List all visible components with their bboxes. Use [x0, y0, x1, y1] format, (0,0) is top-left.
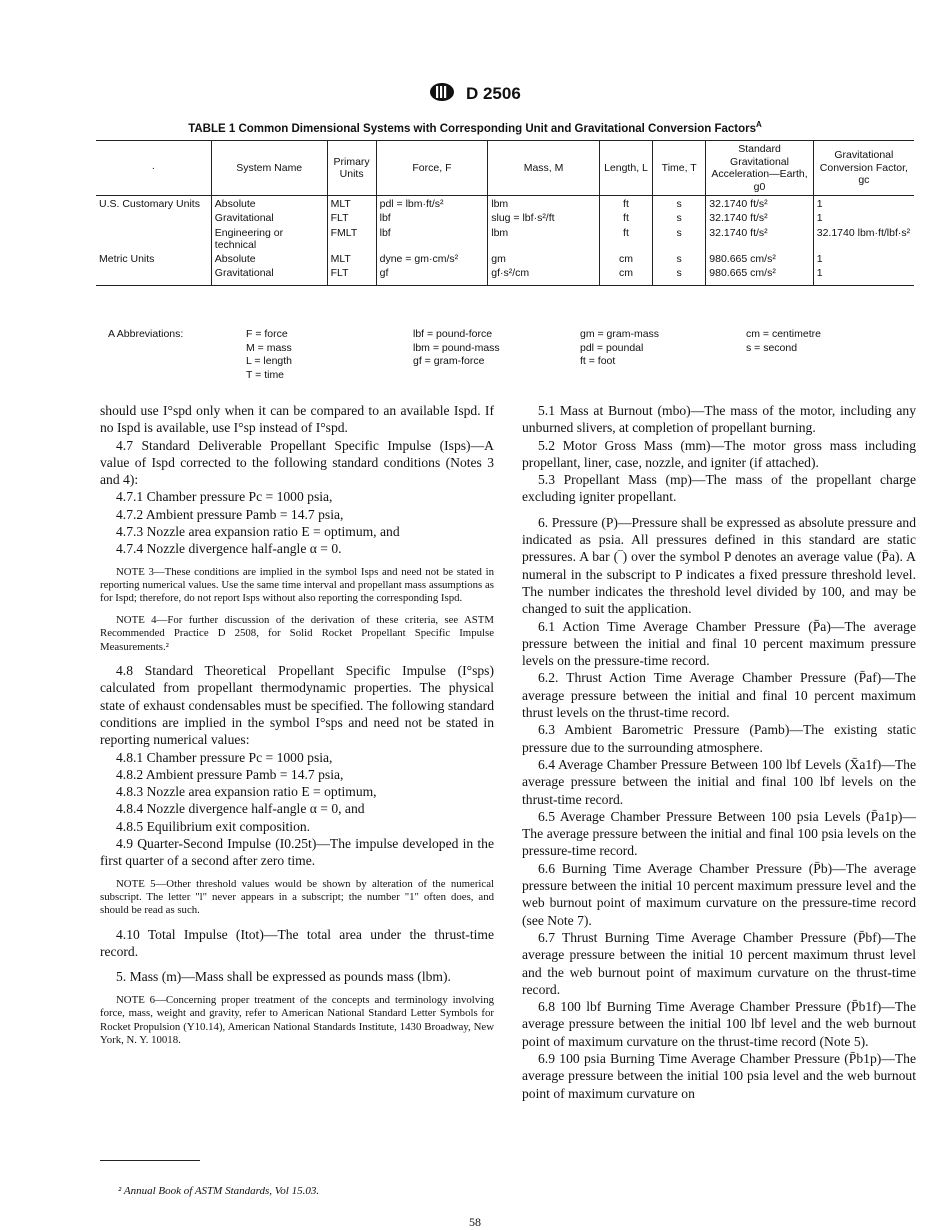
table-cell: lbm	[488, 196, 600, 211]
note-3: NOTE 3—These conditions are implied in the symbol Isps and need not be stated in reporting numerical values. Use the same time interval and propellant mass assumptions as for Ispd; therefore, do not report Isps without also reporting the corresponding Ispd.	[100, 565, 494, 605]
table-cell: 980.665 cm/s²	[706, 265, 813, 286]
section-5-1: 5.1 Mass at Burnout (mbo)—The mass of the motor, including any unburned slivers, at completion of propellant burning.	[522, 403, 916, 436]
table-cell	[96, 265, 211, 286]
list-item: 4.8.1 Chamber pressure Pc = 1000 psia,	[116, 749, 333, 765]
col-header: Gravitational Conversion Factor, gc	[813, 141, 914, 196]
table-cell: s	[653, 265, 706, 286]
table-cell: gm	[488, 251, 600, 265]
table-row	[96, 225, 914, 251]
table-cell: 32.1740 ft/s²	[706, 210, 813, 224]
section-6-2: 6.2. Thrust Action Time Average Chamber Pressure (P̄af)—The average pressure between the initial and final 10 percent maximum thrust levels on the thrust-time record.	[522, 670, 916, 721]
list-item: 4.7.4 Nozzle divergence half-angle α = 0.	[116, 541, 342, 557]
footnote: ² Annual Book of ASTM Standards, Vol 15.03.	[118, 1185, 320, 1197]
table-cell: cm	[599, 265, 652, 286]
table-row	[96, 265, 914, 286]
table-row	[96, 251, 914, 265]
table-cell: dyne = gm·cm/s²	[376, 251, 488, 265]
section-6-7: 6.7 Thrust Burning Time Average Chamber Pressure (P̄bf)—The average pressure between the initial 10 percent maximum thrust level and the web burnout point of maximum curvature on the thrust-time record.	[522, 929, 916, 997]
table-title: TABLE 1 Common Dimensional Systems with Corresponding Unit and Gravitational Conversion Factors$^A$	[188, 120, 762, 135]
table-cell: lbm	[488, 225, 600, 251]
list-item: 4.7.2 Ambient pressure Pamb = 14.7 psia,	[116, 506, 344, 522]
list-item: 4.8.3 Nozzle area expansion ratio E = optimum,	[116, 784, 377, 800]
table-cell: cm	[599, 251, 652, 265]
section-5: 5. Mass (m)—Mass shall be expressed as pounds mass (lbm).	[116, 969, 451, 985]
note-5: NOTE 5—Other threshold values would be shown by alteration of the numerical subscript. The letter "l" never appears in a subscript; the number "1" often does, and should be read as such.	[100, 877, 494, 917]
table-cell: ft	[599, 196, 652, 211]
table-cell: ft	[599, 210, 652, 224]
table-cell: Engineering or technical	[211, 225, 327, 251]
table-cell: 980.665 cm/s²	[706, 251, 813, 265]
table-cell: MLT	[327, 196, 376, 211]
abbrev-col: gm = gram-mass pdl = poundal ft = foot	[580, 328, 660, 367]
abbrev-label: A Abbreviations:	[108, 328, 184, 340]
astm-logo-icon	[429, 82, 455, 107]
col-header: ·	[96, 141, 211, 196]
col-header: Standard Gravitational Acceleration—Earth, g0	[706, 141, 813, 196]
section-6-9: 6.9 100 psia Burning Time Average Chamber Pressure (P̄b1p)—The average pressure between the initial 100 psia level and the web burnout point of maximum curvature on	[522, 1050, 916, 1101]
col-header: Length, L	[599, 141, 652, 196]
table-cell: FLT	[327, 210, 376, 224]
units-table	[96, 140, 914, 286]
section-6-8: 6.8 100 lbf Burning Time Average Chamber Pressure (P̄b1f)—The average pressure between the initial 100 lbf level and the web burnout point of maximum curvature on the thrust-time record (Note 5).	[522, 999, 916, 1049]
table-cell: 1	[813, 196, 914, 211]
section-5-2: 5.2 Motor Gross Mass (mm)—The motor gross mass including propellant, liner, case, nozzle, and igniter (if attached).	[522, 437, 916, 470]
section-4-9: 4.9 Quarter-Second Impulse (I0.25t)—The impulse developed in the first quarter of a second after zero time.	[100, 836, 494, 869]
table-row	[96, 210, 914, 224]
table-cell	[96, 210, 211, 224]
table-header-row	[96, 141, 914, 196]
section-6: 6. Pressure (P)—Pressure shall be expressed as absolute pressure and indicated as psia. All pressures defined in this standard are static pressures. A bar (‾) over the symbol P denotes an average value (P̄a). A numeral in the subscript to P indicates a fixed pressure threshold level. The number indicates the threshold level divided by 100, and may be changed to suit the application.	[522, 514, 916, 617]
section-6-1: 6.1 Action Time Average Chamber Pressure (P̄a)—The average pressure between the initial and final 10 percent maximum pressure levels on the pressure-time record.	[522, 618, 916, 669]
page-number: 58	[469, 1215, 481, 1229]
right-column	[522, 402, 916, 1102]
paragraph: should use I°spd only when it can be compared to an available Ispd. If no Ispd is available, use I°sp instead of I°spd.	[100, 403, 494, 436]
table-cell: 1	[813, 265, 914, 286]
col-header: Primary Units	[327, 141, 376, 196]
table-cell: slug = lbf·s²/ft	[488, 210, 600, 224]
section-4-10: 4.10 Total Impulse (Itot)—The total area under the thrust-time record.	[100, 926, 494, 960]
section-6-5: 6.5 Average Chamber Pressure Between 100 psia Levels (P̄a1p)—The average pressure between the initial and final 100 psia levels on the pressure-time record.	[522, 808, 916, 859]
section-6-3: 6.3 Ambient Barometric Pressure (Pamb)—The existing static pressure due to the surrounding atmosphere.	[522, 722, 916, 755]
table-cell: pdl = lbm·ft/s²	[376, 196, 488, 211]
table-cell: Absolute	[211, 251, 327, 265]
abbrev-col: F = force M = mass L = length T = time	[246, 328, 293, 381]
table-cell: 1	[813, 251, 914, 265]
list-item: 4.7.1 Chamber pressure Pc = 1000 psia,	[116, 489, 333, 505]
list-item: 4.8.4 Nozzle divergence half-angle α = 0, and	[116, 801, 365, 817]
left-column	[100, 402, 494, 1055]
table-cell: s	[653, 210, 706, 224]
table-cell: lbf	[376, 210, 488, 224]
designation: D 2506	[465, 83, 521, 103]
section-4-8: 4.8 Standard Theoretical Propellant Specific Impulse (I°sps) calculated from propellant thermodynamic properties. The physical state of exhaust condensables must be specified. The following standard conditions are implied in the symbol I°sps and need not be stated in reporting numerical values:	[100, 663, 494, 748]
table-cell: Gravitational	[211, 210, 327, 224]
table-cell: Gravitational	[211, 265, 327, 286]
table-cell: MLT	[327, 251, 376, 265]
col-header: Mass, M	[488, 141, 600, 196]
table-cell: lbf	[376, 225, 488, 251]
table-cell: s	[653, 196, 706, 211]
page-header	[0, 82, 950, 107]
note-6: NOTE 6—Concerning proper treatment of the concepts and terminology involving force, mass, weight and gravity, refer to American National Standard Letter Symbols for Rocket Propulsion (Y10.14), American National Standards Institute, 1430 Broadway, New York, N. Y. 10018.	[100, 993, 494, 1046]
col-header: System Name	[211, 141, 327, 196]
abbrev-col: lbf = pound-force lbm = pound-mass gf = gram-force	[413, 328, 500, 367]
list-item: 4.8.2 Ambient pressure Pamb = 14.7 psia,	[116, 766, 344, 782]
table-cell: Metric Units	[99, 252, 155, 265]
table-cell: FLT	[327, 265, 376, 286]
table-row	[96, 196, 914, 211]
table-cell: 32.1740 ft/s²	[706, 196, 813, 211]
table-cell: gf	[376, 265, 488, 286]
table-cell: 32.1740 ft/s²	[706, 225, 813, 251]
col-header: Time, T	[653, 141, 706, 196]
col-header: Force, F	[376, 141, 488, 196]
note-4: NOTE 4—For further discussion of the derivation of these criteria, see ASTM Recommended Practice D 2508, for Solid Rocket Propellant Specific Impulse Measurements.²	[100, 613, 494, 653]
section-4-7: 4.7 Standard Deliverable Propellant Specific Impulse (Isps)—A value of Ispd corrected to the following standard conditions (Notes 3 and 4):	[100, 437, 494, 488]
footnote-rule	[100, 1160, 200, 1161]
table-cell: U.S. Customary Units	[99, 198, 200, 211]
section-5-3: 5.3 Propellant Mass (mp)—The mass of the propellant charge excluding igniter propellant.	[522, 472, 916, 505]
list-item: 4.8.5 Equilibrium exit composition.	[116, 818, 311, 834]
table-cell: FMLT	[327, 225, 376, 251]
table-cell: gf·s²/cm	[488, 265, 600, 286]
table-cell: 32.1740 lbm·ft/lbf·s²	[813, 225, 914, 251]
section-6-4: 6.4 Average Chamber Pressure Between 100 lbf Levels (X̄a1f)—The average pressure between the initial and final 100 lbf levels on the thrust-time record.	[522, 756, 916, 807]
section-6-6: 6.6 Burning Time Average Chamber Pressure (P̄b)—The average pressure between the initial 10 percent maximum pressure level and the web burnout point of maximum curvature on the pressure-time record (see Note 7).	[522, 860, 916, 928]
list-item: 4.7.3 Nozzle area expansion ratio E = optimum, and	[116, 524, 400, 540]
table-cell: s	[653, 225, 706, 251]
abbrev-col: cm = centimetre s = second	[746, 328, 821, 354]
table-cell: ft	[599, 225, 652, 251]
table-cell: Absolute	[211, 196, 327, 211]
table-cell: s	[653, 251, 706, 265]
table-cell: 1	[813, 210, 914, 224]
table-cell	[96, 225, 211, 251]
